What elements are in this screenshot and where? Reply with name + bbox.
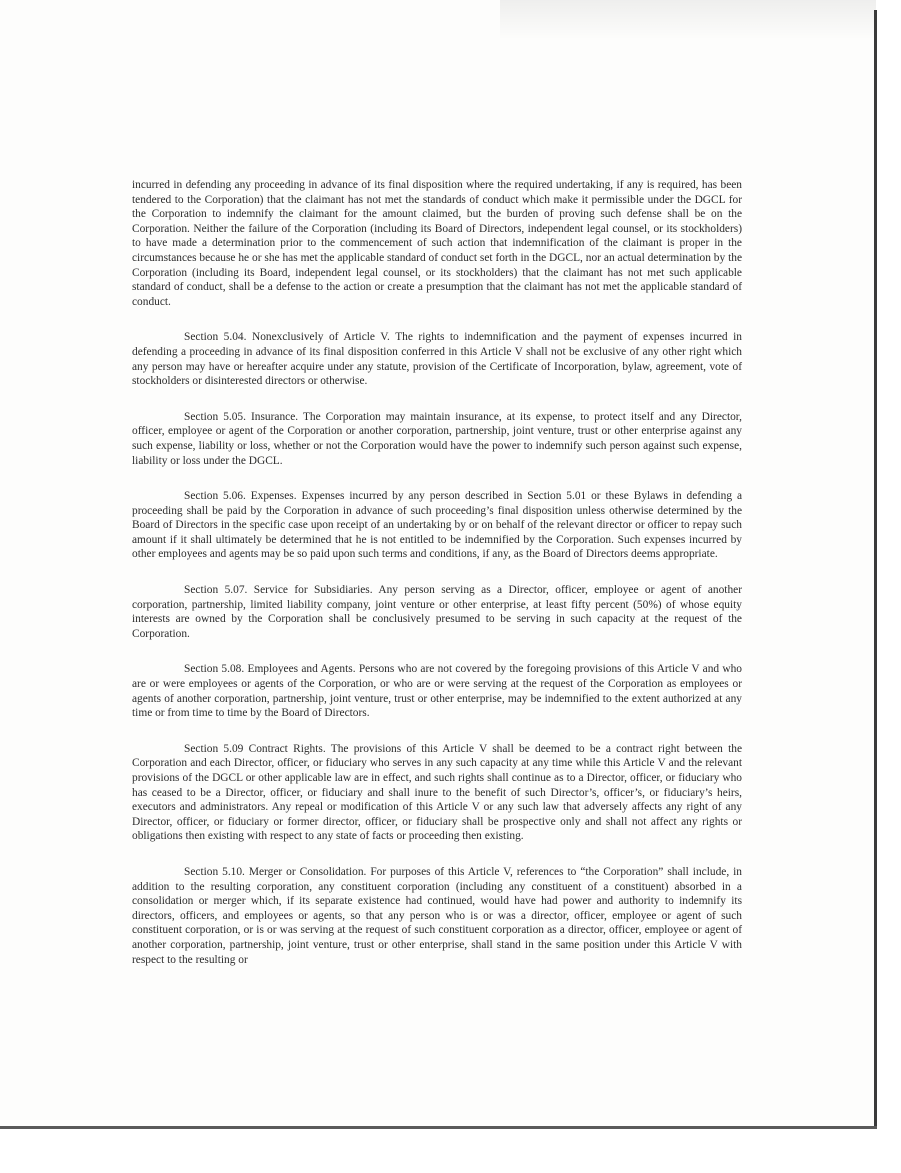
document-body — [132, 178, 742, 988]
section-5-04: Section 5.04. Nonexclusively of Article V. The rights to indemnification and the payment of expenses incurred in defending a proceeding in advance of its final disposition conferred in this Article V shall not be exclusive of any other right which any person may have or hereafter acquire under any statute, provision of the Certificate of Incorporation, bylaw, agreement, vote of stockholders or disinterested directors or otherwise. — [132, 331, 742, 388]
section-5-08: Section 5.08. Employees and Agents. Persons who are not covered by the foregoing provisions of this Article V and who are or were employees or agents of the Corporation, or who are or were serving at the request of the Corporation as employees or agents of another corporation, partnership, joint venture, trust or other enterprise, may be indemnified to the extent authorized at any time or from time to time by the Board of Directors. — [132, 663, 742, 720]
page-edge-right — [874, 10, 877, 1128]
section-5-05: Section 5.05. Insurance. The Corporation may maintain insurance, at its expense, to protect itself and any Director, officer, employee or agent of the Corporation or another corporation, partnership, joint venture, trust or other enterprise against any such expense, liability or loss, whether or not the Corporation would have the power to indemnify such person against such expense, liability or loss under the DGCL. — [132, 410, 742, 467]
paragraph-continuation: incurred in defending any proceeding in advance of its final disposition where the required undertaking, if any is required, has been tendered to the Corporation) that the claimant has not met the standards of conduct which make it permissible under the DGCL for the Corporation to indemnify the claimant for the amount claimed, but the burden of proving such defense shall be on the Corporation. Neither the failure of the Corporation (including its Board of Directors, independent legal counsel, or its stockholders) to have made a determination prior to the commencement of such action that indemnification of the claimant is proper in the circumstances because he or she has met the applicable standard of conduct set forth in the DGCL, nor an actual determination by the Corporation (including its Board, independent legal counsel, or its stockholders) that the claimant has not met such applicable standard of conduct, shall be a defense to the action or create a presumption that the claimant has not met the applicable standard of conduct. — [132, 179, 742, 308]
section-5-10: Section 5.10. Merger or Consolidation. For purposes of this Article V, references to “the Corporation” shall include, in addition to the resulting corporation, any constituent corporation (including any constituent of a constituent) absorbed in a consolidation or merger which, if its separate existence had continued, would have had power and authority to indemnify its directors, officers, and employees or agents, so that any person who is or was a director, officer, employee or agent of such constituent corporation, or is or was serving at the request of such constituent corporation as a director, officer, employee or agent of another corporation, partnership, joint venture, trust or other enterprise, shall stand in the same position under this Article V with respect to the resulting or — [132, 865, 742, 966]
section-5-06: Section 5.06. Expenses. Expenses incurred by any person described in Section 5.01 or these Bylaws in defending a proceeding shall be paid by the Corporation in advance of such proceeding’s final disposition unless otherwise determined by the Board of Directors in the specific case upon receipt of an undertaking by or on behalf of the relevant director or officer to repay such amount if it shall ultimately be determined that he is not entitled to be indemnified by the Corporation. Such expenses incurred by other employees and agents may be so paid upon such terms and conditions, if any, as the Board of Directors deems appropriate. — [132, 490, 742, 561]
page-edge-bottom — [0, 1126, 877, 1129]
section-5-07: Section 5.07. Service for Subsidiaries. Any person serving as a Director, officer, employee or agent of another corporation, partnership, limited liability company, joint venture or other enterprise, at least fifty percent (50%) of whose equity interests are owned by the Corporation shall be conclusively presumed to be serving in such capacity at the request of the Corporation. — [132, 584, 742, 640]
section-5-09: Section 5.09 Contract Rights. The provisions of this Article V shall be deemed to be a contract right between the Corporation and each Director, officer, or fiduciary who serves in any such capacity at any time while this Article V and the relevant provisions of the DGCL or other applicable law are in effect, and such rights shall continue as to a Director, officer, or fiduciary who has ceased to be a Director, officer, or fiduciary and shall inure to the benefit of such Director’s, officer’s, or fiduciary’s heirs, executors and administrators. Any repeal or modification of this Article V or any such law that adversely affects any right of any Director, officer, or fiduciary or former director, officer, or fiduciary shall be prospective only and shall not affect any rights or obligations then existing with respect to any state of facts or proceeding then existing. — [132, 742, 742, 843]
scan-shadow — [500, 0, 876, 40]
